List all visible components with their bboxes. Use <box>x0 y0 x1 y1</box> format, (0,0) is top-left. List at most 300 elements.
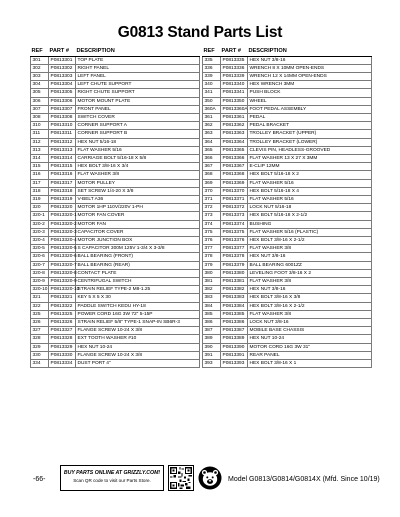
cell-ref: 310 <box>31 122 49 130</box>
cell-ref: 314 <box>31 154 49 162</box>
cell-part-number: P0813320 <box>49 204 76 212</box>
cell-ref: 325 <box>31 310 49 318</box>
table-row <box>31 179 200 187</box>
cell-ref: 367 <box>203 163 221 171</box>
cell-part-number: P0813368 <box>221 171 248 179</box>
table-row <box>31 343 200 351</box>
cell-part-number: P0813335 <box>221 56 248 64</box>
cell-part-number: P0813377 <box>221 245 248 253</box>
cell-part-number: P0813327 <box>49 327 76 335</box>
table-row <box>203 302 372 310</box>
cell-part-number: P0813318 <box>49 187 76 195</box>
table-row <box>31 360 200 368</box>
cell-ref: 386 <box>203 319 221 327</box>
table-row <box>31 171 200 179</box>
table-row <box>31 105 200 113</box>
cell-description: MOTOR 1HP 110V/220V 1-PH <box>76 204 200 212</box>
cell-description: HEX BOLT 5/16-18 X 2 <box>248 171 372 179</box>
cell-description: KEY 5 X 5 X 30 <box>76 294 200 302</box>
table-row <box>31 138 200 146</box>
table-row <box>203 72 372 80</box>
table-row <box>31 204 200 212</box>
cell-part-number: P0813380 <box>221 269 248 277</box>
cell-description: LOCK NUT 5/16-18 <box>248 204 372 212</box>
cell-description: CORNER SUPPORT A <box>76 122 200 130</box>
table-row <box>31 81 200 89</box>
cell-part-number: P0813304 <box>49 81 76 89</box>
table-row <box>31 236 200 244</box>
cell-part-number: P0813369 <box>221 179 248 187</box>
cell-description: WRENCH 8 X 10MM OPEN-ENDS <box>248 64 372 72</box>
promo-subtext: Scan QR code to visit our Parts Store. <box>73 478 151 483</box>
cell-part-number: P0813370 <box>221 187 248 195</box>
cell-ref: 375 <box>203 228 221 236</box>
table-row <box>203 122 372 130</box>
cell-description: V-BELT A36 <box>76 195 200 203</box>
cell-part-number: P0813365 <box>221 146 248 154</box>
table-row <box>203 269 372 277</box>
cell-ref: 321 <box>31 294 49 302</box>
cell-description: CLEVIS PIN, HEADLESS-GROOVED <box>248 146 372 154</box>
cell-part-number: P0813320-9 <box>50 278 77 284</box>
cell-description: FLAT WASHER 3/8 <box>248 310 372 318</box>
cell-ref: 389 <box>203 335 221 343</box>
cell-ref: 320-9 <box>31 277 49 285</box>
cell-description: PUSH BLOCK <box>248 89 372 97</box>
cell-ref: 322 <box>31 302 49 310</box>
cell-description: STRAIN RELIEF TYPE-2 M8-1.25 <box>76 286 200 294</box>
cell-description: HEX BOLT 3/8-16 X 3/8 <box>248 294 372 302</box>
cell-ref: 377 <box>203 245 221 253</box>
cell-description: BALL BEARING 6001ZZ <box>248 261 372 269</box>
cell-description: SET SCREW 1/4-20 X 3/8 <box>76 187 200 195</box>
parts-table-right <box>202 48 372 368</box>
cell-ref: 307 <box>31 105 49 113</box>
parts-table-right-body <box>203 56 372 368</box>
cell-description: FLAT WASHER 5/16 <box>76 146 200 154</box>
cell-ref: 362 <box>203 122 221 130</box>
cell-ref: 336 <box>203 64 221 72</box>
cell-part-number: P0813390 <box>221 343 248 351</box>
cell-part-number: P0813315 <box>49 163 76 171</box>
cell-part-number: P0813376 <box>221 236 248 244</box>
table-row <box>203 187 372 195</box>
cell-ref: 363 <box>203 130 221 138</box>
cell-description: HEX NUT 10-24 <box>248 335 372 343</box>
cell-description: FLAT WASHER 3/8 <box>248 277 372 285</box>
cell-part-number: P0813303 <box>49 72 76 80</box>
cell-ref: 387 <box>203 327 221 335</box>
table-row <box>31 130 200 138</box>
table-row <box>31 277 200 285</box>
cell-ref: 373 <box>203 212 221 220</box>
cell-part-number: P0813389 <box>221 335 248 343</box>
table-row <box>31 212 200 220</box>
cell-ref: 361 <box>203 113 221 121</box>
cell-part-number: P0813336 <box>221 64 248 72</box>
cell-ref: 393 <box>203 360 221 368</box>
cell-part-number: P0813319 <box>49 195 76 203</box>
cell-ref: 374 <box>203 220 221 228</box>
cell-ref: 302 <box>31 64 49 72</box>
cell-part-number: P0813379 <box>221 261 248 269</box>
table-row <box>203 64 372 72</box>
cell-ref: 364 <box>203 138 221 146</box>
page-footer <box>0 456 400 496</box>
cell-description: LEFT CHUTE SUPPORT <box>76 81 200 89</box>
table-row <box>31 146 200 154</box>
cell-description: CORNER SUPPORT B <box>76 130 200 138</box>
cell-description: EXT TOOTH WASHER #10 <box>76 335 200 343</box>
cell-part-number: P0813321 <box>49 294 76 302</box>
column-header-part: PART # <box>49 48 76 56</box>
cell-part-number: P0813316 <box>49 171 76 179</box>
table-row <box>203 154 372 162</box>
table-row <box>203 327 372 335</box>
column-header-part: PART # <box>221 48 248 56</box>
cell-description: FLAT WASHER 3/8 <box>76 171 200 179</box>
table-row <box>31 302 200 310</box>
cell-description: S CAPACITOR 300M 125V 1-3/4 X 3-3/8 <box>76 245 200 253</box>
cell-part-number: P0813371 <box>221 195 248 203</box>
cell-ref: 369 <box>203 179 221 187</box>
cell-ref: 335 <box>203 56 221 64</box>
table-row <box>203 212 372 220</box>
table-row <box>203 105 372 113</box>
cell-description: CENTRIFUGAL SWITCH <box>76 277 200 285</box>
cell-description: DUST PORT 4" <box>76 360 200 368</box>
cell-part-number: P0813308 <box>49 113 76 121</box>
cell-description: CAPACITOR COVER <box>76 228 200 236</box>
cell-ref: 340 <box>203 81 221 89</box>
table-row <box>203 171 372 179</box>
table-row <box>31 351 200 359</box>
cell-description: SWITCH COVER <box>76 113 200 121</box>
cell-ref: 312 <box>31 138 49 146</box>
cell-part-number: P0813312 <box>49 138 76 146</box>
table-row <box>31 294 200 302</box>
cell-part-number: P0813320-2 <box>50 221 77 227</box>
cell-ref: 365 <box>203 146 221 154</box>
cell-ref: 304 <box>31 81 49 89</box>
table-row <box>203 138 372 146</box>
cell-part-number: P0813381 <box>221 277 248 285</box>
cell-description: FOOT PEDAL ASSEMBLY <box>248 105 372 113</box>
cell-part-number: P0813372 <box>221 204 248 212</box>
cell-part-number: P0813341 <box>221 89 248 97</box>
table-row <box>31 220 200 228</box>
cell-part-number: P0813322 <box>49 302 76 310</box>
cell-part-number: P0813320-8 <box>50 270 77 276</box>
parts-store-promo[interactable] <box>60 465 164 491</box>
cell-ref: 350 <box>203 97 221 105</box>
cell-ref: 320-10 <box>32 287 48 293</box>
table-row <box>203 286 372 294</box>
cell-description: FLAT WASHER 5/16 (PLASTIC) <box>248 228 372 236</box>
cell-description: FLANGE SCREW 10-24 X 3/8 <box>76 351 200 359</box>
cell-ref: 379 <box>203 261 221 269</box>
cell-description: POWER CORD 16G 3W 72" 5-15P <box>76 310 200 318</box>
table-row <box>203 89 372 97</box>
cell-part-number: P0813320-7 <box>50 262 77 268</box>
cell-description: FLAT WASHER 5/16 <box>248 179 372 187</box>
table-row <box>203 351 372 359</box>
table-row <box>203 245 372 253</box>
cell-part-number: P0813307 <box>49 105 76 113</box>
table-row <box>203 310 372 318</box>
table-row <box>203 294 372 302</box>
table-row <box>203 261 372 269</box>
cell-ref: 316 <box>31 171 49 179</box>
cell-ref: 311 <box>31 130 49 138</box>
cell-ref: 306 <box>31 97 49 105</box>
cell-description: FLANGE SCREW 10-24 X 3/8 <box>76 327 200 335</box>
table-row <box>203 163 372 171</box>
cell-ref: 382 <box>203 286 221 294</box>
parts-table-left <box>30 48 200 368</box>
cell-part-number: P0813306 <box>49 97 76 105</box>
cell-description: HEX WRENCH 3MM <box>248 81 372 89</box>
cell-ref: 320-4 <box>31 236 49 244</box>
cell-part-number: P0813350 <box>221 97 248 105</box>
cell-part-number: P0813325 <box>49 310 76 318</box>
column-header-description: DESCRIPTION <box>76 48 200 56</box>
cell-part-number: P0813320-1 <box>50 213 77 219</box>
cell-description: PEDAL <box>248 113 372 121</box>
cell-description: HEX BOLT 3/8-16 X 3/4 <box>76 163 200 171</box>
table-header-row <box>203 48 372 56</box>
cell-ref: 390 <box>203 343 221 351</box>
cell-part-number: P0813320-3 <box>50 229 77 235</box>
cell-ref: 380 <box>203 269 221 277</box>
table-row <box>31 122 200 130</box>
cell-ref: 341 <box>203 89 221 97</box>
cell-part-number: P0813305 <box>49 89 76 97</box>
cell-description: REAR PANEL <box>248 351 372 359</box>
cell-ref: 368 <box>203 171 221 179</box>
table-row <box>203 335 372 343</box>
table-row <box>31 195 200 203</box>
cell-ref: 372 <box>203 204 221 212</box>
table-header-row <box>31 48 200 56</box>
cell-ref: 334 <box>31 360 49 368</box>
cell-part-number: P0813326 <box>49 319 76 327</box>
cell-ref: 319 <box>31 195 49 203</box>
table-row <box>203 343 372 351</box>
table-row <box>203 228 372 236</box>
cell-part-number: P0813320-4 <box>50 237 77 243</box>
cell-ref: 308 <box>31 113 49 121</box>
table-row <box>203 195 372 203</box>
table-row <box>31 64 200 72</box>
cell-part-number: P0813317 <box>49 179 76 187</box>
cell-description: HEX BOLT 3/8-16 X 2-1/2 <box>248 236 372 244</box>
table-row <box>31 187 200 195</box>
cell-part-number: P0813366 <box>221 154 248 162</box>
cell-part-number: P0813375 <box>221 228 248 236</box>
cell-part-number: P0813310 <box>49 122 76 130</box>
table-row <box>31 261 200 269</box>
cell-description: FRONT PANEL <box>76 105 200 113</box>
cell-description: FLAT WASHER 5/16 <box>248 195 372 203</box>
cell-description: CARRIAGE BOLT 5/16-18 X 5/8 <box>76 154 200 162</box>
cell-ref: 360A <box>203 105 221 113</box>
table-row <box>203 179 372 187</box>
table-row <box>31 269 200 277</box>
table-row <box>31 253 200 261</box>
cell-description: MOTOR PULLEY <box>76 179 200 187</box>
cell-ref: 305 <box>31 89 49 97</box>
cell-ref: 318 <box>31 187 49 195</box>
table-row <box>203 360 372 368</box>
qr-code-icon[interactable] <box>168 465 194 491</box>
table-row <box>31 56 200 64</box>
cell-part-number: P0813301 <box>49 56 76 64</box>
cell-ref: 320-1 <box>31 212 49 220</box>
table-row <box>31 335 200 343</box>
cell-description: LOCK NUT 3/8-16 <box>248 319 372 327</box>
cell-part-number: P0813367 <box>221 163 248 171</box>
cell-ref: 339 <box>203 72 221 80</box>
cell-description: HEX BOLT 5/16-18 X 2-1/2 <box>248 212 372 220</box>
cell-ref: 315 <box>31 163 49 171</box>
cell-description: HEX NUT 5/16-18 <box>76 138 200 146</box>
cell-ref: 327 <box>31 327 49 335</box>
cell-part-number: P0813311 <box>49 130 76 138</box>
cell-ref: 313 <box>31 146 49 154</box>
table-row <box>203 277 372 285</box>
cell-description: E-CLIP 12MM <box>248 163 372 171</box>
table-row <box>31 97 200 105</box>
cell-ref: 378 <box>203 253 221 261</box>
table-row <box>31 327 200 335</box>
cell-ref: 370 <box>203 187 221 195</box>
cell-description: MOTOR FAN <box>76 220 200 228</box>
table-row <box>31 310 200 318</box>
cell-description: TROLLEY BRACKET (UPPER) <box>248 130 372 138</box>
cell-part-number: P0813361 <box>221 113 248 121</box>
cell-description: HEX NUT 10-24 <box>76 343 200 351</box>
cell-description: HEX NUT 3/8-16 <box>248 253 372 261</box>
cell-ref: 320-8 <box>31 269 49 277</box>
cell-description: FLAT WASHER 13 X 27 X 3MM <box>248 154 372 162</box>
cell-ref: 328 <box>31 335 49 343</box>
cell-part-number: P0813364 <box>221 138 248 146</box>
cell-ref: 320-3 <box>31 228 49 236</box>
cell-description: CONTACT PLATE <box>76 269 200 277</box>
cell-ref: 329 <box>31 343 49 351</box>
cell-part-number: P0813382 <box>221 286 248 294</box>
table-row <box>31 113 200 121</box>
cell-part-number: P0813378 <box>221 253 248 261</box>
column-header-ref: REF <box>203 48 221 56</box>
table-row <box>203 204 372 212</box>
cell-description: PEDAL BRACKET <box>248 122 372 130</box>
cell-description: BALL BEARING (REAR) <box>76 261 200 269</box>
cell-part-number: P0813373 <box>221 212 248 220</box>
cell-part-number: P0813320-5 <box>50 246 77 252</box>
table-row <box>203 81 372 89</box>
cell-ref: 381 <box>203 277 221 285</box>
table-row <box>203 130 372 138</box>
table-row <box>203 146 372 154</box>
table-row <box>203 97 372 105</box>
cell-description: MOTOR JUNCTION BOX <box>76 236 200 244</box>
cell-description: TOP PLATE <box>76 56 200 64</box>
cell-part-number: P0813339 <box>221 72 248 80</box>
cell-description: BALL BEARING (FRONT) <box>76 253 200 261</box>
cell-part-number: P0813383 <box>221 294 248 302</box>
cell-description: WRENCH 12 X 14MM OPEN-ENDS <box>248 72 372 80</box>
table-row <box>31 319 200 327</box>
table-row <box>31 163 200 171</box>
promo-headline: BUY PARTS ONLINE AT GRIZZLY.COM! <box>63 470 161 476</box>
table-row <box>203 56 372 64</box>
cell-ref: 320 <box>31 204 49 212</box>
table-row <box>31 89 200 97</box>
cell-description: RIGHT PANEL <box>76 64 200 72</box>
cell-part-number: P0813386 <box>221 319 248 327</box>
cell-description: HEX BOLT 3/8-16 X 1 <box>248 360 372 368</box>
cell-part-number: P0813362 <box>221 122 248 130</box>
cell-part-number: P0813330 <box>49 351 76 359</box>
cell-part-number: P0813302 <box>49 64 76 72</box>
cell-ref: 385 <box>203 310 221 318</box>
cell-description: HEX BOLT 5/16-18 X 4 <box>248 187 372 195</box>
cell-part-number: P0813334 <box>49 360 76 368</box>
cell-ref: 303 <box>31 72 49 80</box>
table-row <box>203 236 372 244</box>
table-row <box>31 245 200 253</box>
cell-part-number: P0813314 <box>49 154 76 162</box>
cell-part-number: P0813340 <box>221 81 248 89</box>
cell-ref: 320-2 <box>31 220 49 228</box>
cell-part-number: P0813320-6 <box>50 254 77 260</box>
grizzly-bear-logo-icon <box>198 466 222 490</box>
page-title: G0813 Stand Parts List <box>117 24 283 41</box>
cell-ref: 320-5 <box>31 245 49 253</box>
cell-description: TROLLEY BRACKET (LOWER) <box>248 138 372 146</box>
table-row <box>31 72 200 80</box>
cell-description: RIGHT CHUTE SUPPORT <box>76 89 200 97</box>
cell-ref: 301 <box>31 56 49 64</box>
cell-description: BUSHING <box>248 220 372 228</box>
cell-description: HEX NUT 3/8-16 <box>248 56 372 64</box>
cell-ref: 391 <box>203 351 221 359</box>
cell-ref: 384 <box>203 302 221 310</box>
table-row <box>203 220 372 228</box>
cell-description: MOTOR CORD 16G 3W 31" <box>248 343 372 351</box>
cell-part-number: P0813320-10 <box>50 287 80 293</box>
cell-description: HEX BOLT 3/8-16 X 2-1/2 <box>248 302 372 310</box>
cell-description: LEVELING FOOT 3/8-16 X 2 <box>248 269 372 277</box>
cell-description: WHEEL <box>248 97 372 105</box>
cell-ref: 320-7 <box>31 261 49 269</box>
cell-description: STRAIN RELIEF 5/8" TYPE-1 SNAP-IN SB6R-3 <box>76 319 200 327</box>
cell-part-number: P0813374 <box>221 220 248 228</box>
model-info: Model G0813/G0814/G0814X (Mfd. Since 10/19) <box>228 476 380 483</box>
cell-description: PADDLE SWITCH KEDU HY-18 <box>76 302 200 310</box>
cell-description: MOTOR MOUNT PLATE <box>76 97 200 105</box>
cell-part-number: P0813360A <box>222 106 248 112</box>
cell-description: MOTOR FAN COVER <box>76 212 200 220</box>
cell-ref: 376 <box>203 236 221 244</box>
cell-ref: 320-6 <box>31 253 49 261</box>
cell-ref: 326 <box>31 319 49 327</box>
cell-description: FLAT WASHER 3/8 <box>248 245 372 253</box>
cell-part-number: P0813385 <box>221 310 248 318</box>
cell-description: MOBILE BASE CHASSIS <box>248 327 372 335</box>
